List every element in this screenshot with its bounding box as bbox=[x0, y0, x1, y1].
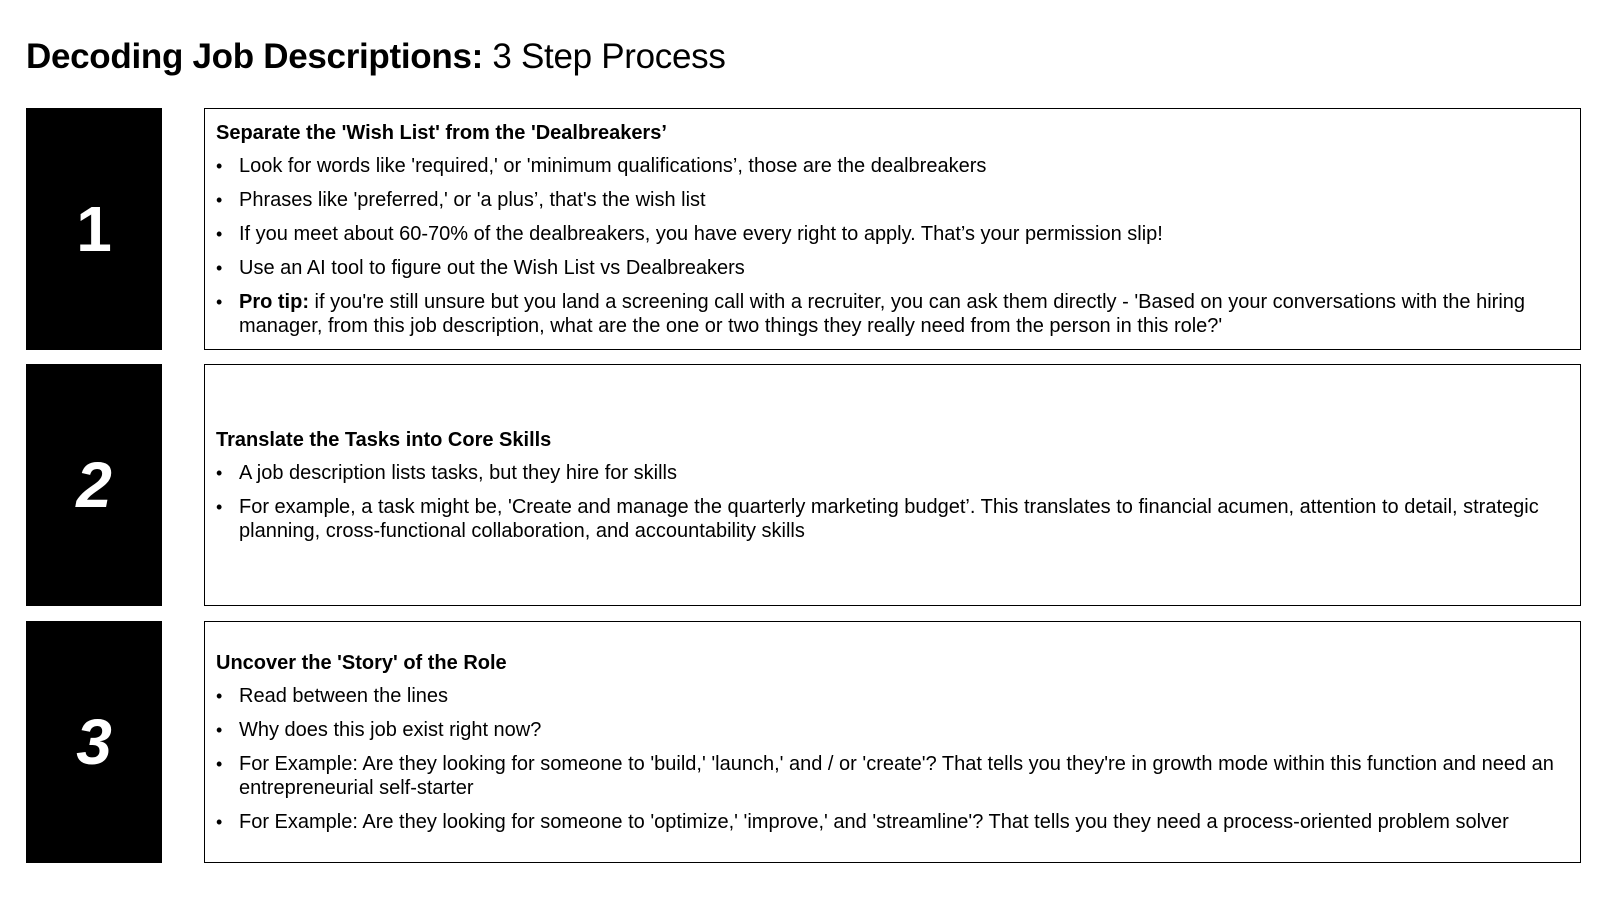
bullet-icon: • bbox=[216, 291, 223, 312]
step-number-block bbox=[26, 364, 162, 606]
bullet-icon: • bbox=[216, 719, 223, 740]
bullet-list bbox=[216, 461, 1568, 543]
pro-tip-text: if you're still unsure but you land a screening call with a recruiter, you can ask them directly - 'Based on your conversations with the hiring manager, from this job description, what are the one or two things they really need from the person in this role?' bbox=[239, 290, 1526, 337]
list-item-pro-tip bbox=[216, 290, 1568, 338]
list-item bbox=[216, 810, 1568, 834]
page-title-light: 3 Step Process bbox=[482, 37, 726, 76]
list-item bbox=[216, 684, 1568, 708]
step-2 bbox=[26, 364, 1585, 606]
bullet-icon: • bbox=[216, 223, 223, 244]
bullet-icon: • bbox=[216, 189, 223, 210]
list-item-text: Read between the lines bbox=[239, 684, 449, 707]
list-item-text: For Example: Are they looking for someone to 'build,' 'launch,' and / or 'create'? That tells you they're in growth mode within this function and need an entrepreneurial self-starter bbox=[239, 752, 1554, 799]
bullet-list bbox=[216, 684, 1568, 834]
step-number: 3 bbox=[76, 706, 112, 778]
bullet-icon: • bbox=[216, 496, 223, 517]
list-item bbox=[216, 752, 1568, 800]
list-item bbox=[216, 188, 1568, 212]
step-content-box bbox=[204, 108, 1581, 350]
list-item-text: Use an AI tool to figure out the Wish List vs Dealbreakers bbox=[239, 256, 745, 279]
step-3 bbox=[26, 621, 1585, 863]
step-content-box bbox=[204, 621, 1581, 863]
step-number: 1 bbox=[76, 193, 112, 265]
bullet-icon: • bbox=[216, 753, 223, 774]
step-heading: Uncover the 'Story' of the Role bbox=[216, 651, 507, 674]
pro-tip-label: Pro tip: bbox=[239, 290, 309, 313]
list-item-text: Look for words like 'required,' or 'minimum qualifications’, those are the dealbreakers bbox=[239, 154, 987, 177]
list-item-text: For example, a task might be, 'Create and manage the quarterly marketing budget’. This translates to financial acumen, attention to detail, strategic planning, cross-functional collaboration, and accountability skills bbox=[239, 495, 1539, 542]
list-item bbox=[216, 222, 1568, 246]
list-item-text: A job description lists tasks, but they hire for skills bbox=[239, 461, 677, 484]
step-number: 2 bbox=[76, 449, 112, 521]
page-title-bold: Decoding Job Descriptions: bbox=[26, 37, 483, 76]
bullet-icon: • bbox=[216, 462, 223, 483]
bullet-icon: • bbox=[216, 811, 223, 832]
step-content-box bbox=[204, 364, 1581, 606]
step-number-block bbox=[26, 621, 162, 863]
step-heading: Separate the 'Wish List' from the 'Dealbreakers’ bbox=[216, 121, 667, 144]
bullet-icon: • bbox=[216, 155, 223, 176]
list-item-text: Phrases like 'preferred,' or 'a plus’, that's the wish list bbox=[239, 188, 706, 211]
list-item bbox=[216, 718, 1568, 742]
bullet-icon: • bbox=[216, 685, 223, 706]
bullet-list bbox=[216, 154, 1568, 338]
list-item-text: For Example: Are they looking for someone to 'optimize,' 'improve,' and 'streamline'? That tells you they need a process-oriented problem solver bbox=[239, 810, 1509, 833]
step-number-block bbox=[26, 108, 162, 350]
list-item bbox=[216, 256, 1568, 280]
step-heading: Translate the Tasks into Core Skills bbox=[216, 428, 552, 451]
list-item bbox=[216, 154, 1568, 178]
list-item bbox=[216, 461, 1568, 485]
page-title bbox=[26, 34, 726, 80]
list-item-text: If you meet about 60-70% of the dealbreakers, you have every right to apply. That’s your permission slip! bbox=[239, 222, 1163, 245]
bullet-icon: • bbox=[216, 257, 223, 278]
step-1 bbox=[26, 108, 1585, 350]
list-item bbox=[216, 495, 1568, 543]
list-item-text: Why does this job exist right now? bbox=[239, 718, 542, 741]
